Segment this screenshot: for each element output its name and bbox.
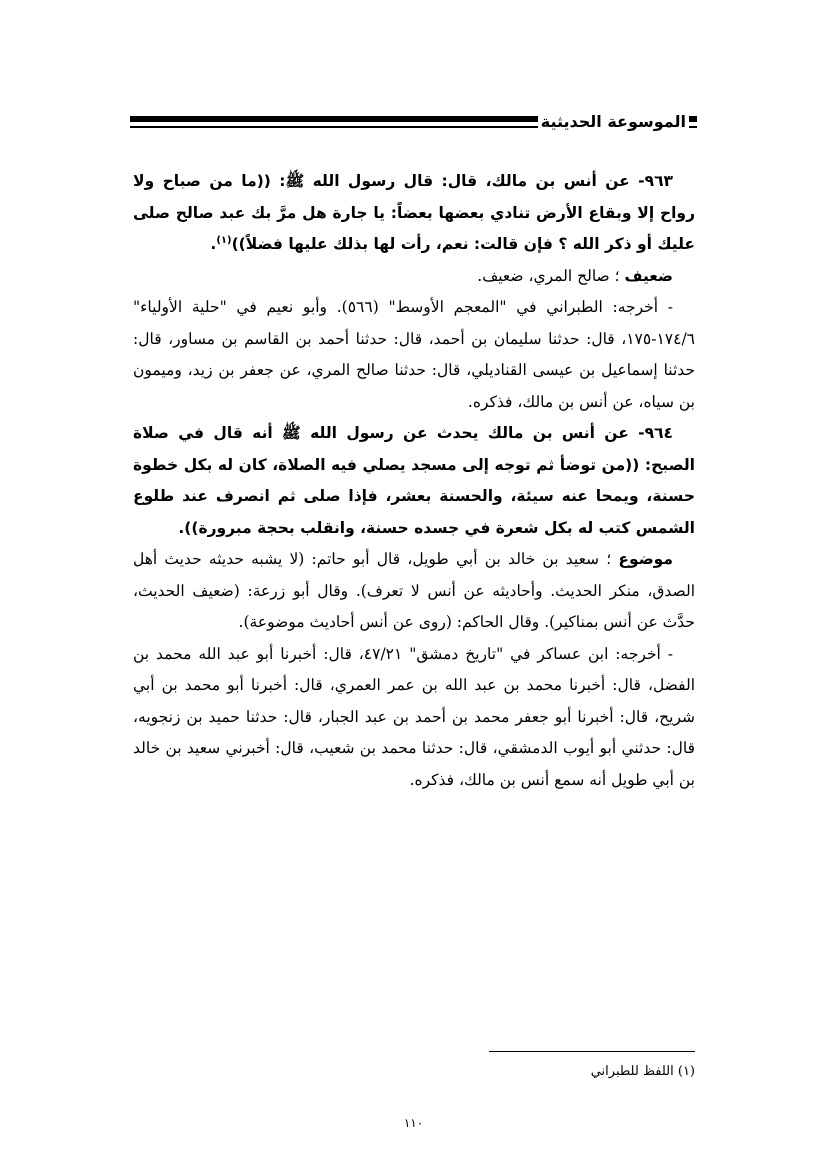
grade-label: موضوع (618, 550, 673, 568)
header-title: الموسوعة الحديثية (540, 112, 686, 131)
takhrij-964: - أخرجه: ابن عساكر في "تاريخ دمشق" ٤٧/٢١، قال: أخبرنا أبو عبد الله محمد بن الفضل، قال: أخبرنا محمد بن عبد الله بن عمر العمري، قال: أخبرنا أبو محمد بن أبي شريح، قال: أخبرنا أبو جعفر محمد بن أحمد بن عبد الجبار، قال: حدثنا حميد بن زنجويه، قال: حدثني أبو أيوب الدمشقي، قال: حدثنا محمد بن شعيب، قال: أخبرني سعيد بن خالد بن أبي طويل أنه سمع أنس بن مالك، فذكره. (133, 644, 695, 789)
page-header (130, 106, 697, 138)
header-rule-right (689, 116, 697, 128)
footnote-marker: (١) (216, 234, 232, 246)
takhrij-963: - أخرجه: الطبراني في "المعجم الأوسط" (٥٦٦). وأبو نعيم في "حلية الأولياء" ١٧٤/٦-١٧٥، قال: حدثنا سليمان بن أحمد، قال: حدثنا أحمد بن القاسم بن مساور، قال: حدثنا إسماعيل بن عيسى القناديلي، قال: حدثنا صالح المري، عن جعفر بن زيد، وميمون بن سياه، عن أنس بن مالك، فذكره. (133, 298, 695, 411)
grade-963: ضعيف ؛ صالح المري، ضعيف. (477, 266, 673, 285)
grade-964: موضوع ؛ سعيد بن خالد بن أبي طويل، قال أبو حاتم: (لا يشبه حديثه حديث أهل الصدق، منكر الحديث. وأحاديثه عن أنس لا تعرف). وقال أبو زرعة: (ضعيف الحديث، حدَّث عن أنس بمناكير). وقال الحاكم: (روى عن أنس أحاديث موضوعة). (133, 550, 695, 631)
hadith-964: ٩٦٤- عن أنس بن مالك يحدث عن رسول الله ﷺ أنه قال في صلاة الصبح: ((من توضأ ثم توجه إلى مسجد يصلي فيه الصلاة، كان له بكل خطوة حسنة، ويمحا عنه سيئة، والحسنة بعشر، فإذا صلى ثم انصرف عند طلوع الشمس كتب له بكل شعرة في جسده حسنة، وانقلب بحجة مبرورة)). (133, 424, 695, 537)
footnote-divider (489, 1051, 695, 1052)
page-number: ١١٠ (403, 1116, 424, 1130)
hadith-963: ٩٦٣- عن أنس بن مالك، قال: قال رسول الله ﷺ: ((ما من صباح ولا رواح إلا وبقاع الأرض تنادي بعضها بعضاً: يا جارة هل مرَّ بك عبد صالح صلى عليك أو ذكر الله ؟ فإن قالت: نعم، رأت لها بذلك عليها فضلاً))$^{(١)}$. (133, 172, 695, 253)
header-rule-left (130, 116, 538, 128)
grade-label: ضعيف (624, 266, 673, 285)
footnote: (١) اللفظ للطبراني (590, 1064, 695, 1079)
page-body (133, 166, 695, 796)
